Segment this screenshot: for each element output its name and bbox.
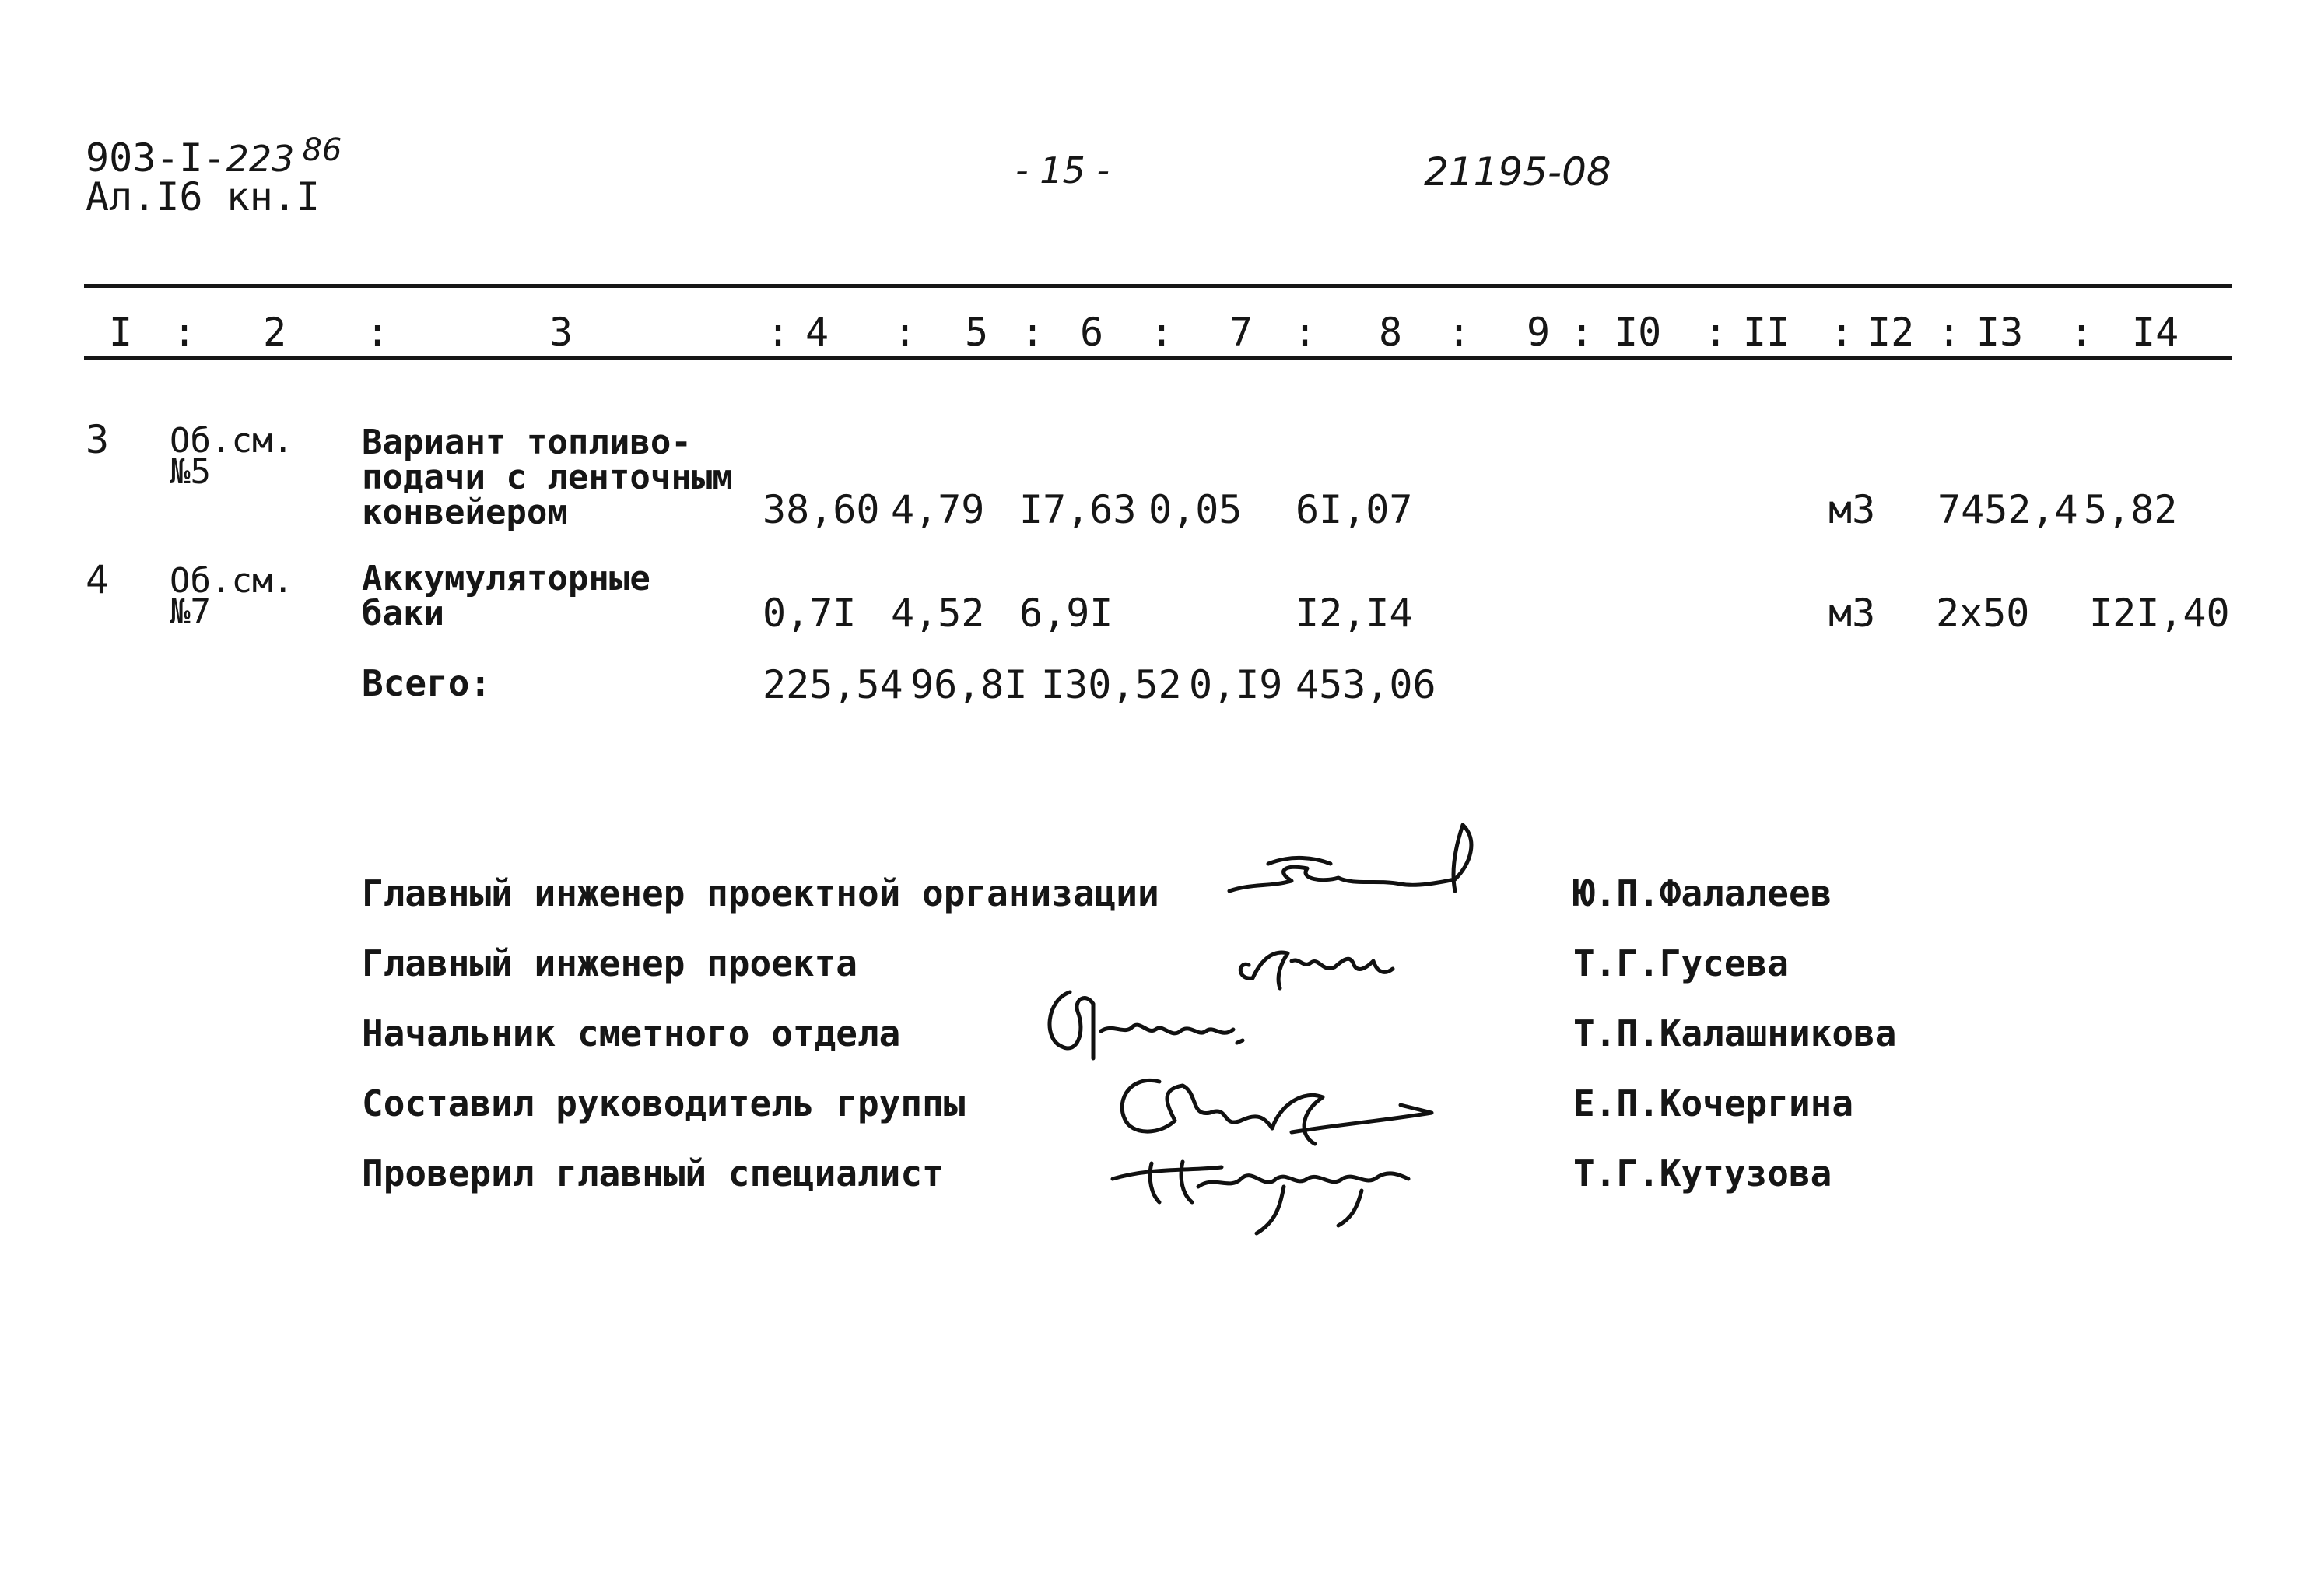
signatory-name: Т.Г.Гусева	[1573, 942, 1789, 984]
col-header-5: 5	[965, 310, 989, 355]
cell-col14: 5,82	[2084, 487, 2178, 532]
signatory-name: Т.Г.Кутузова	[1573, 1152, 1832, 1194]
col-header-1: I	[109, 310, 133, 355]
cell-qty: 7452,4	[1937, 487, 2078, 532]
cell-col8: I2,I4	[1296, 591, 1413, 636]
col-separator: :	[1150, 310, 1174, 355]
row-number: 4	[86, 557, 110, 602]
cell-col4: 0,7I	[763, 591, 857, 636]
col-separator: :	[366, 310, 390, 355]
col-header-12: I2	[1867, 310, 1915, 355]
cell-col5: 4,52	[891, 591, 985, 636]
col-header-6: 6	[1080, 310, 1104, 355]
signatory-position: Проверил главный специалист	[362, 1152, 944, 1194]
total-label: Всего:	[362, 662, 492, 704]
signatory-position: Составил руководитель группы	[362, 1082, 966, 1124]
row-name-line: подачи с ленточным	[362, 458, 733, 497]
col-header-7: 7	[1229, 310, 1253, 355]
col-header-8: 8	[1379, 310, 1403, 355]
col-header-11: II	[1743, 310, 1790, 355]
row-estimate-ref: Об.см.	[170, 561, 293, 601]
col-separator: :	[766, 310, 791, 355]
doc-number-typed: 903-I-	[86, 135, 226, 181]
cell-col5: 4,79	[891, 487, 985, 532]
album-line: Ал.I6 кн.I	[86, 174, 321, 219]
col-separator: :	[893, 310, 917, 355]
total-col5: 96,8I	[910, 662, 1028, 707]
signatory-name: Т.П.Калашникова	[1573, 1012, 1897, 1054]
col-header-10: I0	[1615, 310, 1662, 355]
cell-unit: м3	[1828, 591, 1876, 636]
row-estimate-ref: Об.см.	[170, 421, 293, 461]
table-top-rule	[84, 284, 2232, 288]
row-name-line: Аккумуляторные	[362, 559, 650, 598]
doc-number	[86, 132, 342, 181]
cell-col14: I2I,40	[2089, 591, 2230, 636]
doc-year-hand: 86	[302, 132, 342, 168]
page-number: - 15 -	[1015, 149, 1110, 191]
cell-col7: 0,05	[1148, 487, 1243, 532]
total-col4: 225,54	[763, 662, 903, 707]
col-separator: :	[1704, 310, 1728, 355]
doc-number-hand: 223	[226, 138, 295, 180]
col-header-14: I4	[2132, 310, 2179, 355]
col-separator: :	[1570, 310, 1594, 355]
total-col8: 453,06	[1296, 662, 1436, 707]
row-name-line: конвейером	[362, 493, 568, 532]
signatory-position: Начальник сметного отдела	[362, 1012, 901, 1054]
col-header-9: 9	[1527, 310, 1551, 355]
total-col6: I30,52	[1041, 662, 1182, 707]
handwritten-signature	[1105, 1132, 1463, 1244]
row-estimate-num: №5	[170, 452, 211, 492]
cell-col4: 38,60	[763, 487, 880, 532]
col-header-13: I3	[1976, 310, 2024, 355]
col-separator: :	[2070, 310, 2094, 355]
signatory-position: Главный инженер проекта	[362, 942, 857, 984]
signatory-name: Е.П.Кочергина	[1573, 1082, 1854, 1124]
row-name-line: баки	[362, 594, 444, 633]
row-estimate-num: №7	[170, 592, 211, 632]
handwritten-signature	[1222, 817, 1486, 914]
col-header-4: 4	[805, 310, 829, 355]
cell-col6: I7,63	[1019, 487, 1137, 532]
col-separator: :	[173, 310, 197, 355]
col-header-2: 2	[263, 310, 287, 355]
col-separator: :	[1293, 310, 1317, 355]
row-name-line: Вариант топливо-	[362, 423, 692, 462]
cell-col6: 6,9I	[1019, 591, 1113, 636]
col-separator: :	[1021, 310, 1045, 355]
table-header-bottom-rule	[84, 356, 2232, 360]
col-separator: :	[1830, 310, 1854, 355]
col-separator: :	[1447, 310, 1471, 355]
handwritten-signature	[1039, 969, 1272, 1073]
col-separator: :	[1937, 310, 1962, 355]
signatory-name: Ю.П.Фалалеев	[1573, 872, 1832, 914]
col-header-3: 3	[549, 310, 573, 355]
inventory-number: 21195-08	[1424, 149, 1611, 195]
cell-qty: 2х50	[1936, 591, 2030, 636]
cell-unit: м3	[1828, 487, 1876, 532]
total-col7: 0,I9	[1189, 662, 1283, 707]
row-number: 3	[86, 417, 110, 462]
cell-col8: 6I,07	[1296, 487, 1413, 532]
signatory-position: Главный инженер проектной организации	[362, 872, 1159, 914]
